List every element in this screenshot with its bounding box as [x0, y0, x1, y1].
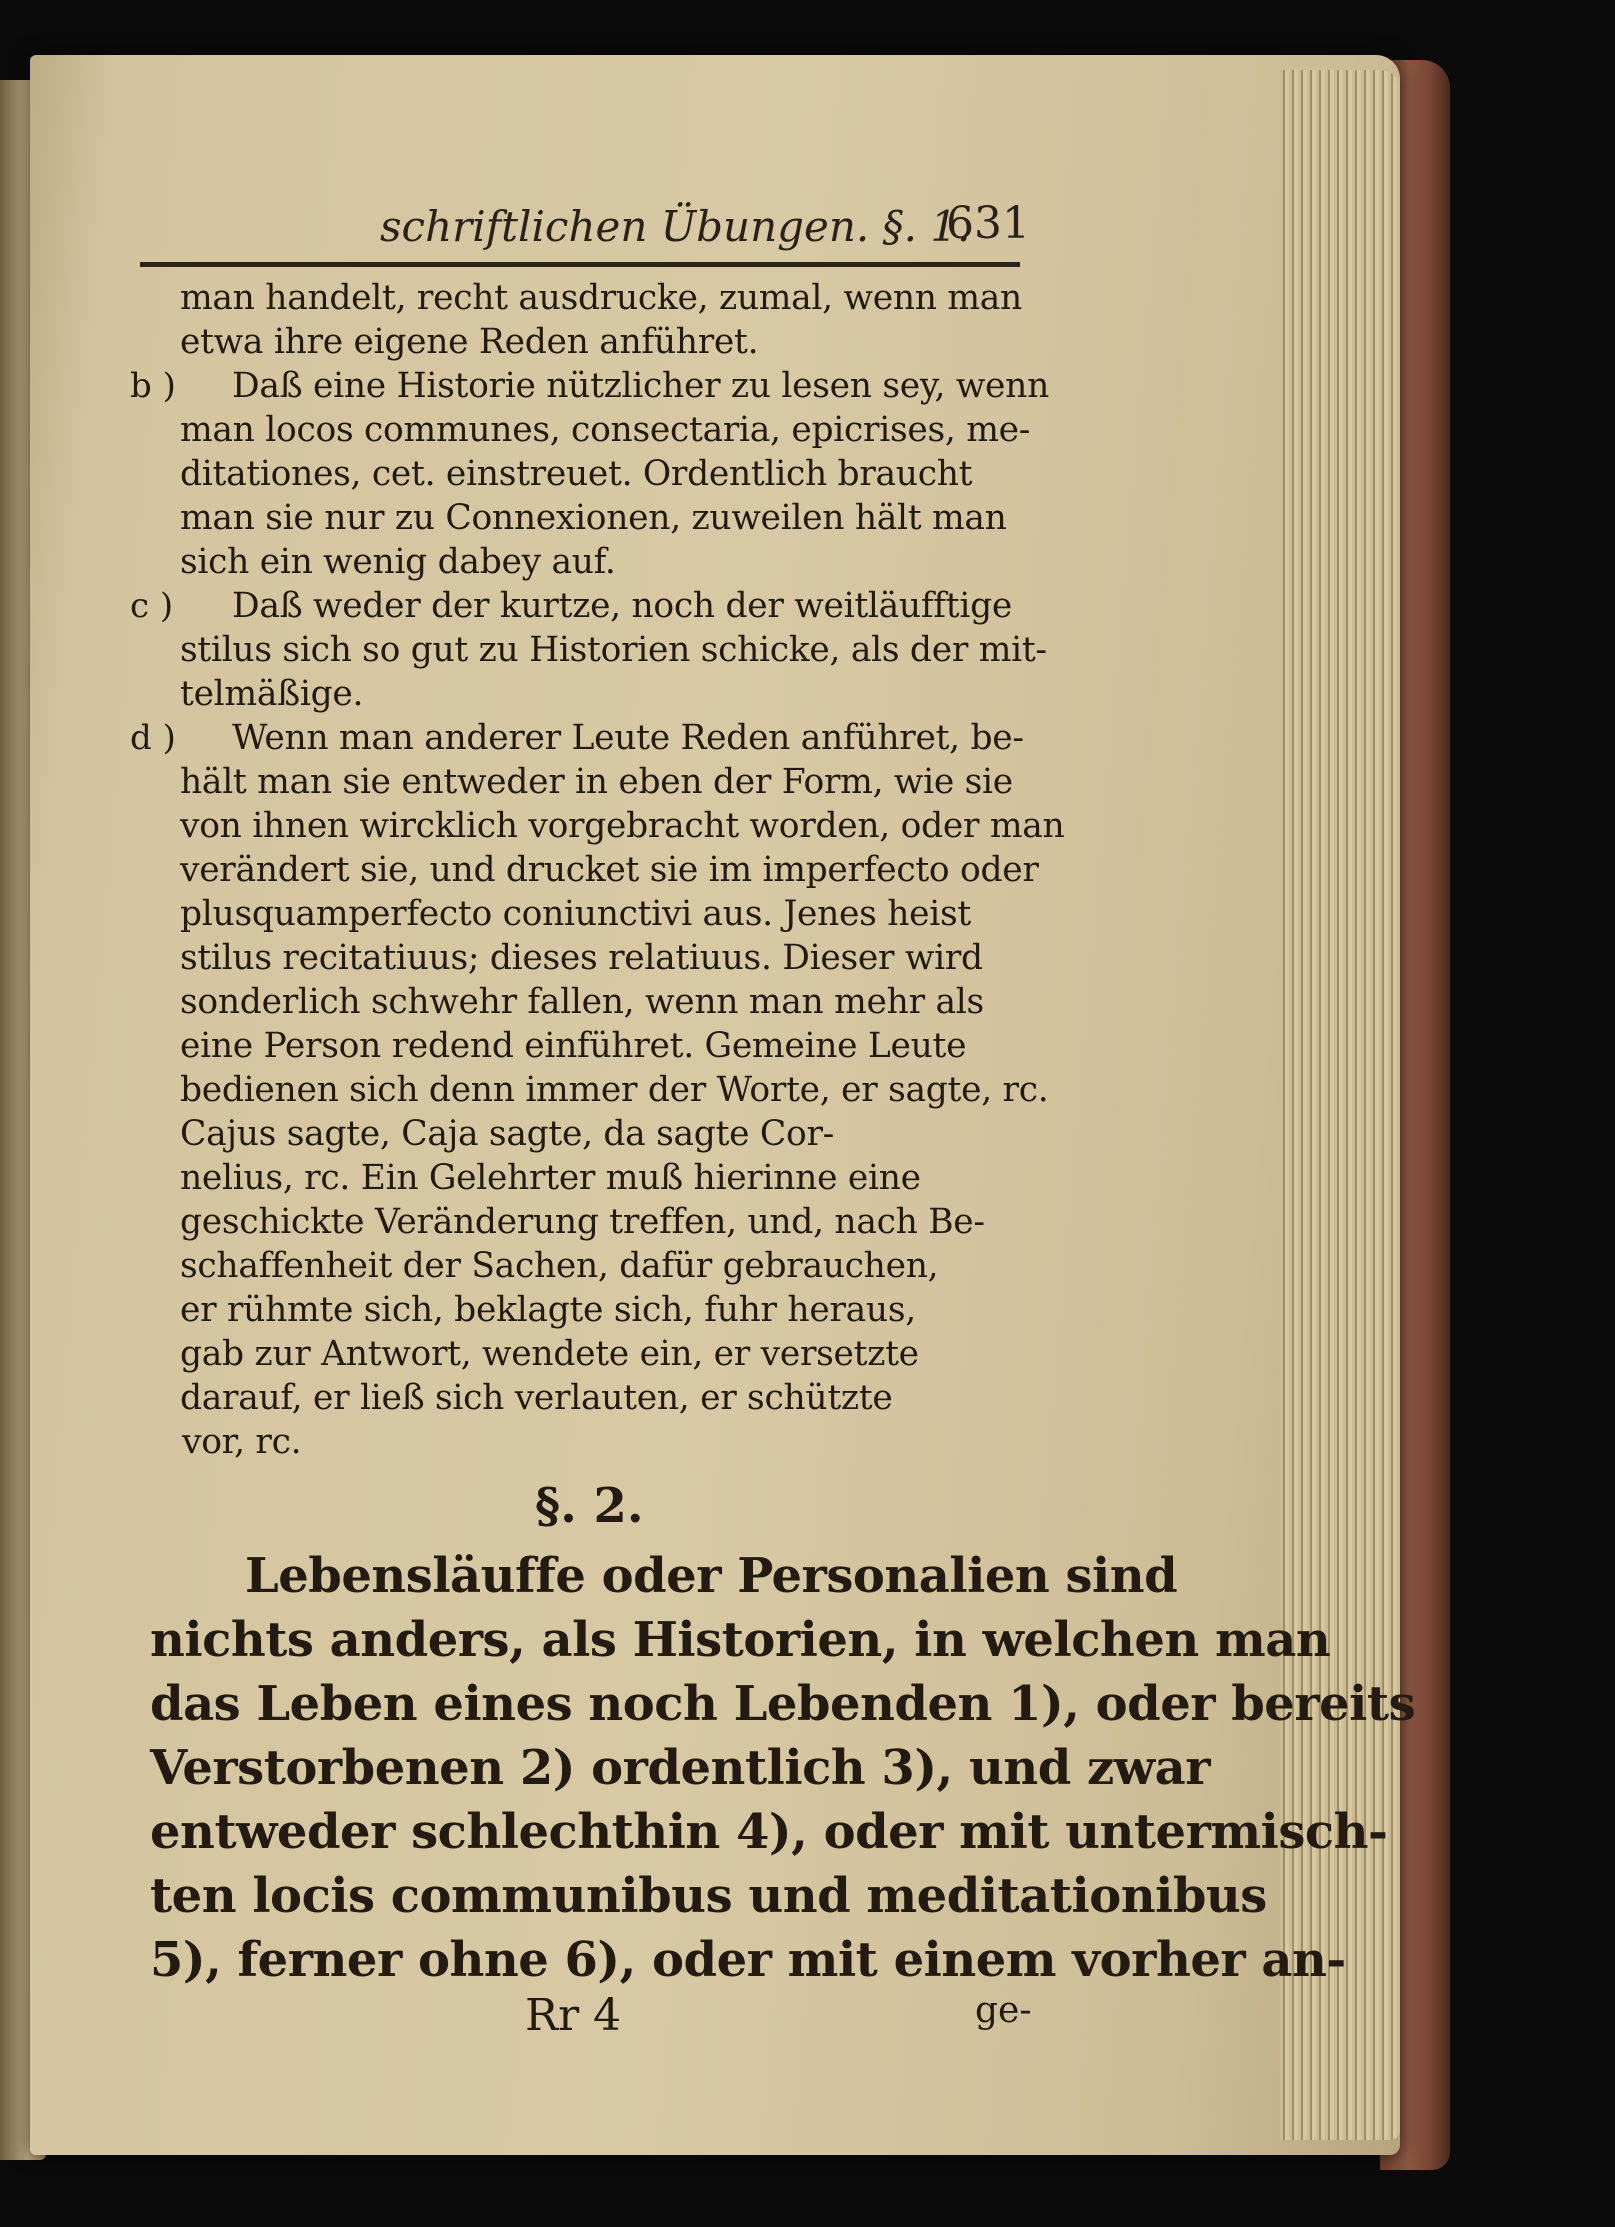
text-line: sonderlich schwehr fallen, wenn man mehr als — [180, 982, 984, 1022]
text-line: Daß eine Historie nützlicher zu lesen sey, wenn — [232, 366, 1050, 406]
catchword: ge- — [975, 1990, 1032, 2031]
text-line: sich ein wenig dabey auf. — [180, 542, 616, 582]
item-marker-c: c ) — [130, 586, 174, 626]
running-title: schriftlichen Übungen. §. 1. — [380, 202, 971, 251]
text-line: Cajus sagte, Caja sagte, da sagte Cor- — [180, 1114, 835, 1154]
text-line: ditationes, cet. einstreuet. Ordentlich braucht — [180, 454, 973, 494]
text-line: man locos communes, consectaria, epicrises, me- — [180, 410, 1031, 450]
text-line: von ihnen wircklich vorgebracht worden, oder man — [180, 806, 1065, 846]
text-line: plusquamperfecto coniunctivi aus. Jenes heist — [180, 894, 971, 934]
text-line: nelius, rc. Ein Gelehrter muß hierinne eine — [180, 1158, 921, 1198]
text-line: eine Person redend einführet. Gemeine Leute — [180, 1026, 967, 1066]
header-rule — [140, 262, 1020, 267]
text-line: er rühmte sich, beklagte sich, fuhr heraus, — [180, 1290, 916, 1330]
page-number: 631 — [946, 198, 1030, 249]
text-line: Wenn man anderer Leute Reden anführet, be- — [232, 718, 1024, 758]
text-line: verändert sie, und drucket sie im imperfecto oder — [180, 850, 1039, 890]
text-line: man handelt, recht ausdrucke, zumal, wenn man — [180, 278, 1022, 318]
text-line: hält man sie entweder in eben der Form, wie sie — [180, 762, 1013, 802]
section-text-line: das Leben eines noch Lebenden 1), oder bereits — [150, 1676, 1416, 1732]
text-line: Daß weder der kurtze, noch der weitläufftige — [232, 586, 1012, 626]
signature-mark: Rr 4 — [525, 1990, 622, 2041]
text-line: telmäßige. — [180, 674, 364, 714]
section-text-line: nichts anders, als Historien, in welchen man — [150, 1612, 1331, 1668]
text-line: etwa ihre eigene Reden anführet. — [180, 322, 759, 362]
text-line: schaffenheit der Sachen, dafür gebrauchen, — [180, 1246, 939, 1286]
item-marker-d: d ) — [130, 718, 176, 758]
text-line: stilus recitatiuus; dieses relatiuus. Dieser wird — [180, 938, 983, 978]
running-head — [380, 198, 1030, 258]
item-marker-b: b ) — [130, 366, 176, 406]
text-line: bedienen sich denn immer der Worte, er sagte, rc. — [180, 1070, 1049, 1110]
section-text-line: Lebensläuffe oder Personalien sind — [245, 1548, 1178, 1604]
text-line: darauf, er ließ sich verlauten, er schützte — [180, 1378, 893, 1418]
text-line: gab zur Antwort, wendete ein, er versetzte — [180, 1334, 919, 1374]
text-line: stilus sich so gut zu Historien schicke, als der mit- — [180, 630, 1047, 670]
section-text-line: Verstorbenen 2) ordentlich 3), und zwar — [150, 1740, 1210, 1796]
section-text-line: entweder schlechthin 4), oder mit untermisch- — [150, 1804, 1388, 1860]
section-text-line: 5), ferner ohne 6), oder mit einem vorher an- — [150, 1932, 1346, 1988]
text-line: man sie nur zu Connexionen, zuweilen hält man — [180, 498, 1007, 538]
section-text-line: ten locis communibus und meditationibus — [150, 1868, 1267, 1924]
text-line: geschickte Veränderung treffen, und, nach Be- — [180, 1202, 985, 1242]
section-heading: §. 2. — [535, 1478, 644, 1534]
text-line: vor, rc. — [182, 1422, 302, 1462]
